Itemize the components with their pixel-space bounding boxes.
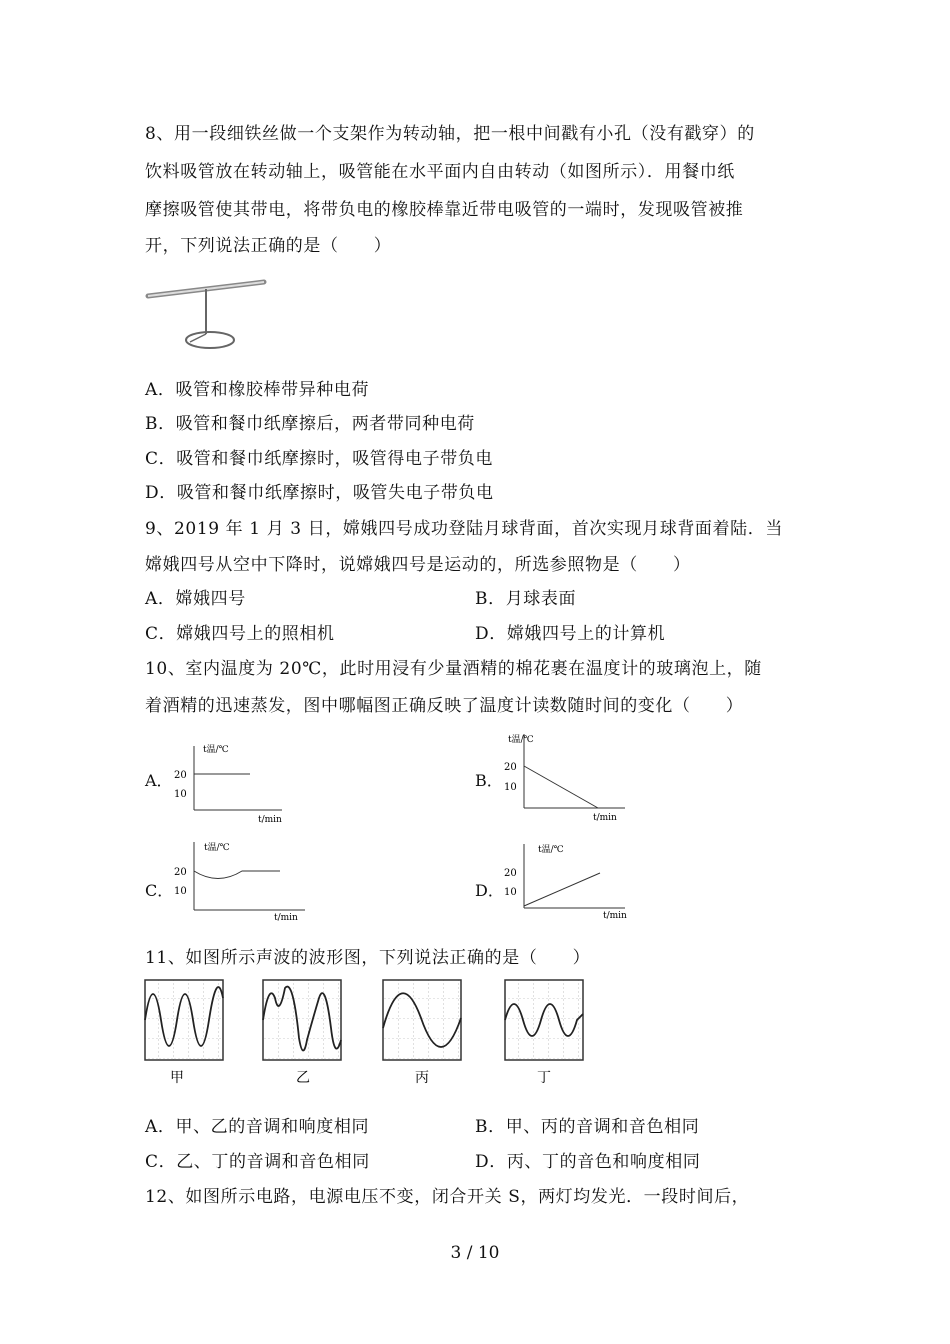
q8-option-d: D．吸管和餐巾纸摩擦时，吸管失电子带负电 — [145, 483, 494, 503]
q10-line-1: 10、室内温度为 20℃，此时用浸有少量酒精的棉花裹在温度计的玻璃泡上，随 — [145, 659, 762, 679]
q10-d-tick-20: 20 — [504, 868, 517, 879]
q11-waveforms-figure — [143, 978, 589, 1088]
q9-line-1: 9、2019 年 1 月 3 日，嫦娥四号成功登陆月球背面，首次实现月球背面着陆．当 — [145, 519, 783, 539]
q9-option-d: D．嫦娥四号上的计算机 — [475, 624, 666, 644]
q10-option-d-label: D． — [475, 881, 504, 900]
q10-graph-c — [170, 838, 320, 926]
q9-option-c: C．嫦娥四号上的照相机 — [145, 624, 335, 644]
q10-c-tick-20: 20 — [174, 867, 187, 878]
q10-a-tick-20: 20 — [174, 770, 187, 781]
q10-graph-b — [500, 730, 640, 826]
q10-a-xlabel: t/min — [258, 815, 282, 825]
q10-d-curve — [524, 873, 600, 906]
wave-label-yi: 乙 — [296, 1070, 310, 1086]
q8-option-c: C．吸管和餐巾纸摩擦时，吸管得电子带负电 — [145, 449, 494, 469]
wave-jia — [145, 980, 223, 1060]
q10-b-tick-20: 20 — [504, 762, 517, 773]
q10-b-xlabel: t/min — [593, 813, 617, 823]
q10-d-xlabel: t/min — [603, 911, 627, 921]
straw-pivot-figure — [144, 272, 274, 352]
q8-line-1: 8、用一段细铁丝做一个支架作为转动轴，把一根中间戳有小孔（没有戳穿）的 — [145, 124, 755, 144]
q8-line-3: 摩擦吸管使其带电，将带负电的橡胶棒靠近带电吸管的一端时，发现吸管被推 — [145, 200, 744, 220]
q11-option-c: C．乙、丁的音调和音色相同 — [145, 1152, 370, 1172]
q10-a-tick-10: 10 — [174, 789, 187, 800]
q9-line-2: 嫦娥四号从空中下降时，说嫦娥四号是运动的，所选参照物是（ ） — [145, 555, 691, 575]
wave-ding — [505, 980, 583, 1060]
q11-option-d: D．丙、丁的音色和响度相同 — [475, 1152, 701, 1172]
q8-line-2: 饮料吸管放在转动轴上，吸管能在水平面内自由转动（如图所示）．用餐巾纸 — [145, 162, 735, 182]
q10-d-tick-10: 10 — [504, 887, 517, 898]
q11-line-1: 11、如图所示声波的波形图，下列说法正确的是（ ） — [145, 948, 591, 968]
q10-option-a-label: A． — [145, 771, 173, 790]
wave-bing — [383, 980, 461, 1060]
q8-option-a: A．吸管和橡胶棒带异种电荷 — [145, 380, 370, 400]
q10-line-2: 着酒精的迅速蒸发，图中哪幅图正确反映了温度计读数随时间的变化（ ） — [145, 696, 744, 716]
q10-b-tick-10: 10 — [504, 782, 517, 793]
q8-line-4: 开，下列说法正确的是（ ） — [145, 236, 392, 256]
q10-c-tick-10: 10 — [174, 886, 187, 897]
q10-a-ylabel: t温/℃ — [203, 745, 229, 755]
page-number: 3 / 10 — [450, 1243, 500, 1263]
q10-option-c-label: C． — [145, 881, 174, 900]
q10-c-curve — [194, 871, 280, 879]
q10-option-b-label: B． — [475, 771, 503, 790]
q10-b-ylabel: t温/℃ — [508, 735, 534, 745]
q10-d-ylabel: t温/℃ — [538, 845, 564, 855]
q10-b-curve — [524, 766, 598, 808]
wave-label-jia: 甲 — [170, 1070, 184, 1086]
wave-label-ding: 丁 — [537, 1070, 551, 1086]
q8-option-b: B．吸管和餐巾纸摩擦后，两者带同种电荷 — [145, 414, 475, 434]
q10-c-ylabel: t温/℃ — [204, 843, 230, 853]
q10-graph-a — [170, 742, 300, 826]
wave-yi — [263, 980, 341, 1060]
q12-line-1: 12、如图所示电路，电源电压不变，闭合开关 S，两灯均发光．一段时间后， — [145, 1187, 750, 1207]
q9-option-a: A．嫦娥四号 — [145, 589, 246, 609]
q10-graph-d — [500, 840, 640, 926]
wave-label-bing: 丙 — [415, 1070, 429, 1086]
q11-option-a: A．甲、乙的音调和响度相同 — [145, 1117, 370, 1137]
q9-option-b: B．月球表面 — [475, 589, 577, 609]
q10-c-xlabel: t/min — [274, 913, 298, 923]
q11-option-b: B．甲、丙的音调和音色相同 — [475, 1117, 700, 1137]
